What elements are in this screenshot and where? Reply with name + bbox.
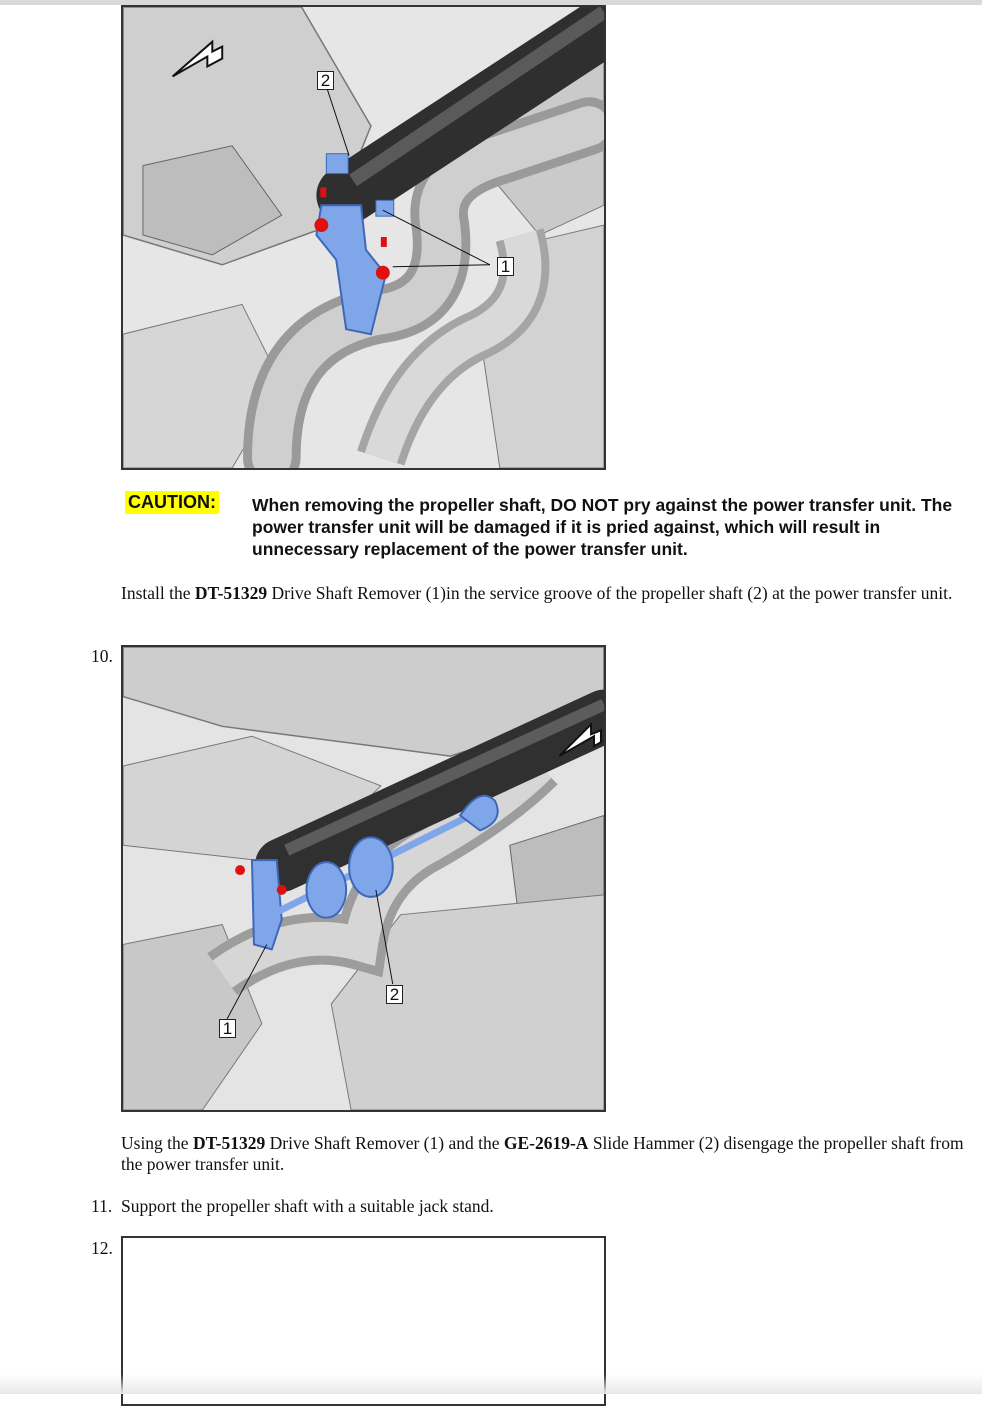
callout-1: 1 [219,1019,236,1038]
step-11-text: Support the propeller shaft with a suitable jack stand. [121,1196,494,1216]
step-number-12: 12. [91,1238,113,1258]
slide-hammer-text-pre: Using the [121,1133,193,1153]
tool-number-2: GE-2619-A [503,1133,589,1153]
tool-number-1: DT-51329 [192,1133,266,1153]
propeller-shaft-illustration-2 [123,647,604,1110]
tool-number: DT-51329 [194,583,268,603]
slide-hammer-instruction [121,1133,976,1175]
slide-hammer-text-mid: Drive Shaft Remover (1) and the [265,1133,504,1153]
install-text-post: Drive Shaft Remover (1)in the service groove of the propeller shaft (2) at the power transfer unit. [267,583,953,603]
page-bottom-shadow [0,1374,982,1394]
propeller-shaft-figure-2 [121,645,606,1112]
install-instruction [121,583,976,604]
propeller-shaft-illustration-1 [123,7,604,468]
callout-2: 2 [386,985,403,1004]
callout-2: 2 [317,71,334,90]
install-text-pre: Install the [121,583,195,603]
step-number-10: 10. [91,646,113,666]
propeller-shaft-figure-1 [121,5,606,470]
callout-1: 1 [497,257,514,276]
caution-label: CAUTION: [125,491,219,514]
step-number-11: 11. [91,1196,113,1216]
slide-hammer-text-post: Slide Hammer (2) disengage the propeller shaft from the power transfer unit. [121,1133,964,1174]
caution-text: When removing the propeller shaft, DO NOT pry against the power transfer unit. The power transfer unit will be damaged if it is pried against, which will result in unnecessary replacement of the power transfer unit. [252,495,953,559]
